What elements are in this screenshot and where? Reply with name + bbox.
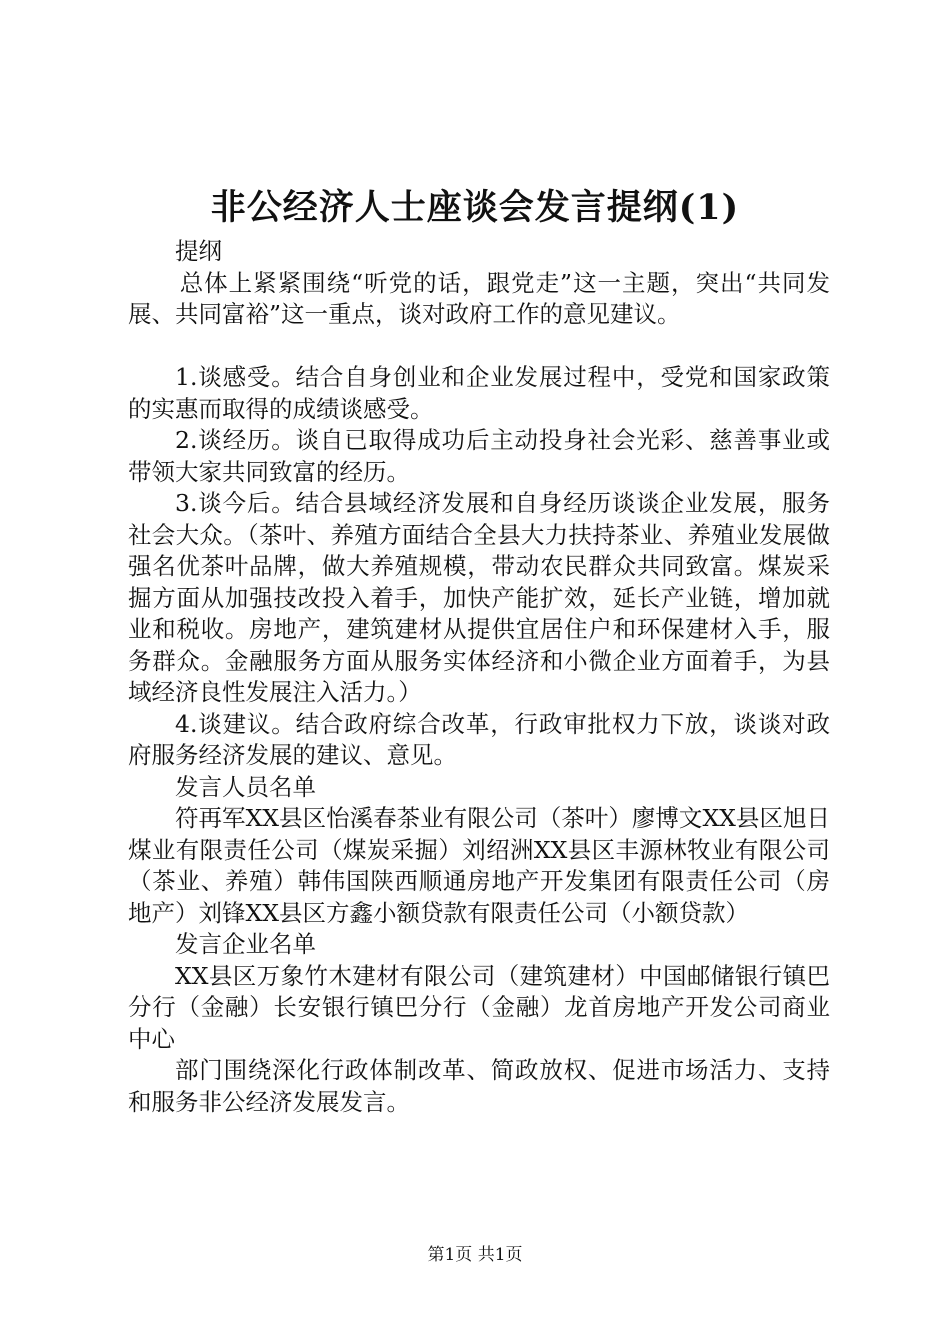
department-paragraph: 部门围绕深化行政体制改革、简政放权、促进市场活力、支持和服务非公经济发展发言。 bbox=[128, 1056, 830, 1116]
paragraph-item-3: 3.谈今后。结合县域经济发展和自身经历谈谈企业发展，服务社会大众。（茶叶、养殖方面结合全县大力扶持茶业、养殖业发展做强名优茶叶品牌，做大养殖规模，带动农民群众共同致富。煤炭采掘方面从加强技改投入着手，加快产能扩效，延长产业链，增加就业和税收。房地产，建筑建材从提供宜居住户和环保建材入手，服务群众。金融服务方面从服务实体经济和小微企业方面着手，为县域经济良性发展注入活力。） bbox=[128, 489, 830, 706]
paragraph-outline-label: 提纲 bbox=[175, 237, 222, 265]
page-footer: 第1页 共1页 bbox=[427, 1245, 523, 1265]
paragraph-item-2: 2.谈经历。谈自已取得成功后主动投身社会光彩、慈善事业或带领大家共同致富的经历。 bbox=[128, 426, 830, 486]
document-body bbox=[128, 236, 830, 1118]
company-list: XX县区万象竹木建材有限公司（建筑建材）中国邮储银行镇巴分行（金融）长安银行镇巴分行（金融）龙首房地产开发公司商业中心 bbox=[128, 961, 830, 1053]
speaker-list-heading: 发言人员名单 bbox=[175, 772, 316, 801]
document-title: 非公经济人士座谈会发言提纲(1) bbox=[210, 187, 740, 228]
paragraph-theme: 总体上紧紧围绕“听党的话，跟党走”这一主题，突出“共同发展、共同富裕”这一重点，谈对政府工作的意见建议。 bbox=[128, 268, 830, 328]
company-list-heading: 发言企业名单 bbox=[175, 930, 316, 958]
paragraph-item-4: 4.谈建议。结合政府综合改革，行政审批权力下放，谈谈对政府服务经济发展的建议、意见。 bbox=[128, 709, 830, 769]
speaker-list: 符再军XX县区怡溪春茶业有限公司（茶叶）廖博文XX县区旭日煤业有限责任公司（煤炭采掘）刘绍洲XX县区丰源林牧业有限公司（茶业、养殖）韩伟国陕西顺通房地产开发集团有限责任公司（房地产）刘锋XX县区方鑫小额贷款有限责任公司（小额贷款） bbox=[128, 804, 830, 927]
paragraph-item-1: 1.谈感受。结合自身创业和企业发展过程中，受党和国家政策的实惠而取得的成绩谈感受。 bbox=[128, 363, 830, 423]
